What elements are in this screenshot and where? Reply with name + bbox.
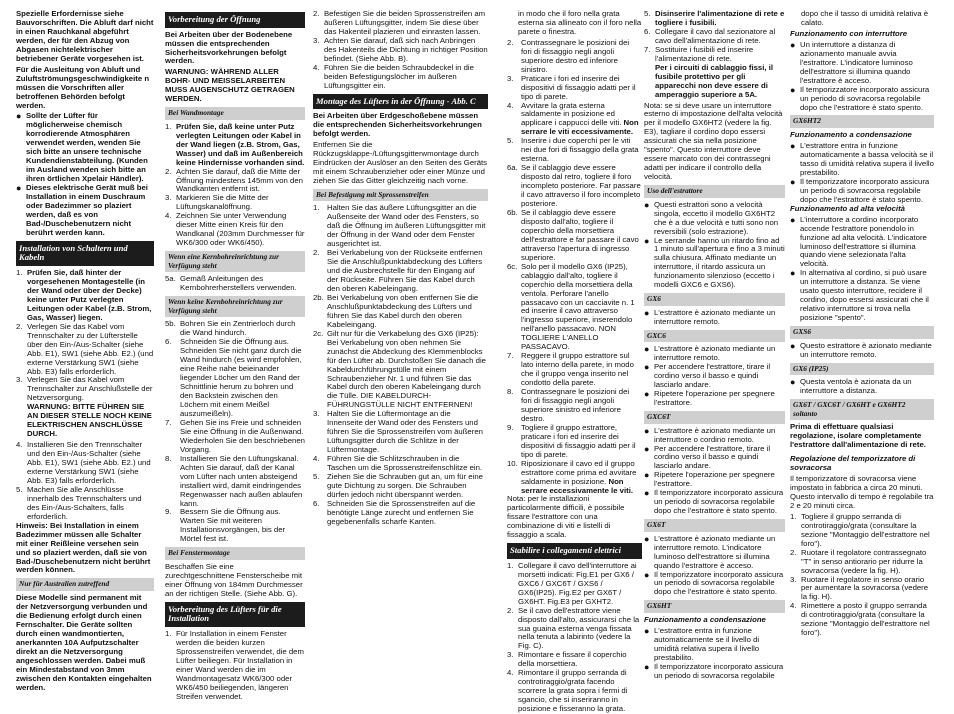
sub-heading: Funzionamento ad alta velocità xyxy=(790,203,905,213)
section-heading: Montage des Lüfters in der Öffnung - Abb. C xyxy=(313,94,488,110)
bullet-icon: ● xyxy=(644,389,650,400)
warning-text: WARNUNG: BITTE FÜHREN SIE AN DIESER STELLE NOCH KEINE ELEKTRISCHEN ANSCHLÜSSE DURCH. xyxy=(27,402,152,439)
step-item: 1. Für Installation in einem Fenster werden die beiden kurzen Sprossenstreifen verwendet, die dem Lüfter beiliegen. Für Installation in einer Wand werden die im Wandmontagesatz WK6/300 oder WK6/450 beiliegenden, längeren Streifen verwendet. xyxy=(165,628,304,701)
column-2 xyxy=(165,10,305,701)
bullet-item: ● In alternativa al cordino, si può usare un interruttore a distanza. Se viene usato questo interruttore, recidere il cordino, dopo essersi assicurati che il relativo interruttore si trova nella posizione "spento". xyxy=(790,268,929,323)
subsection-heading: Nur für Australien zutreffend xyxy=(16,578,154,591)
sub-heading: Funzionamento a condensazione xyxy=(790,130,912,140)
bullet-icon: ● xyxy=(644,661,650,672)
bullet-item: ● L'estrattore entra in funzione automaticamente a bassa velocità se il tasso di umidità relativa supera il livello prestabilito. xyxy=(790,141,934,177)
section-heading: Stabilire i collegamenti elettrici xyxy=(507,543,642,559)
section-heading: Installation von Schaltern und Kabeln xyxy=(16,241,154,266)
safety-paragraph: Bei Arbeiten über der Bodenebene müssen die entsprechenden Sicherheitsvorkehrungen befolgt werden. xyxy=(165,29,293,66)
step-item: 7. Gehen Sie ins Freie und schneiden Sie eine Öffnung in die Außenwand. Wiederholen Sie den beschriebenen Vorgang. xyxy=(165,417,305,454)
step-item: 3. Praticare i fori ed inserire dei dispositivi di fissaggio adatti per il tipo di parete. xyxy=(507,73,636,101)
montage-paragraph: Entfernen Sie die Rückzugsklappe-/Lüftungsgitterwmontage durch Eindrücken der Auslöser an den Seiten des Geräts mit einem Schraubenzieher oder einer Münze und ziehen Sie das Gitter gleichzeitig nach vorne. xyxy=(313,140,488,185)
step-item: 6a. Se il cablaggio deve essere disposto dal retro, togliere il foro incompleto posteriore. Far passare il cavo attraverso il foro incompleto posteriore. xyxy=(507,163,641,209)
bullet-item: ● L'estrattore è azionato mediante un interruttore o cordino remoto. xyxy=(644,425,776,444)
model-heading: GX6HT xyxy=(644,600,785,613)
bullet-item: ● Questi estrattori sono a velocità singola, eccetto il modello GX6HT2 che è a due velocità e tutti sono non reversibili (solo estrazione). xyxy=(644,199,779,236)
step-item: 2. Verlegen Sie das Kabel vom Trennschalter zu der Lüfterstelle über den Ein-/Aus-Schalter (siehe Abb. E1), SW1 (siehe Abb. E2.) (und externe Verstärkung SW1 (siehe Abb. E3) falls erforderlich. xyxy=(16,321,154,376)
step-item: 3. Achten Sie darauf, daß sich nach Anbringen des Hakenteils die Dichtung in richtiger Position befindet. (Siehe Abb. B). xyxy=(313,35,488,63)
model-heading: GX6T / GXC6T / GX6HT e GX6HT2 soltanto xyxy=(790,399,934,420)
subsection-heading: Wenn eine Kernbohreinrichtung zur Verfügung steht xyxy=(165,251,305,272)
model-heading: GX6 xyxy=(644,293,785,306)
step-item: 5a. Gemäß Anleitungen des Kernbohrerherstellers verwenden. xyxy=(165,274,297,293)
continued-text: dopo che il tasso di umidità relativa è calato. xyxy=(801,9,929,27)
step-item: 2. Ruotare il regolatore contrassegnato "T" in senso antiorario per ridurre la sovracorsa (vedere la fig. H). xyxy=(790,547,927,575)
bullet-icon: ● xyxy=(790,214,796,225)
step-item: 2. Befestigen Sie die beiden Sprossenstreifen am äußeren Lüftungsgitter, indem Sie diese über das Hakenteil plazieren und einrasten lassen. xyxy=(313,9,486,36)
bullet-icon: ● xyxy=(644,425,650,436)
australia-paragraph: Diese Modelle sind permanent mit der Netzversorgung verbunden und die Bedienung erfolgt durch einen Fernschalter. Die Geräte sollten durch einen wandmontierten, anerkannten 10A Aufputzschalter direkt an die Netzversorgung angeschlossen werden. Dabei muß ein Mindestabstand von 3mm zwischen den Kontakten eingehalten werden. xyxy=(16,593,152,692)
bullet-icon: ● xyxy=(644,443,650,454)
note-text: Nota: se si deve usare un interruttore esterno di impostazione dell'alta velocità per il modello GX6HT2 (vedere la fig. E3), tagliare il cordino dopo essersi assicurati che sia nella posizione "spento". Questo interruttore deve essere marcato con dei contrassegni adatti per indicare il controllo della velocità. xyxy=(644,100,783,182)
subsection-heading: Uso dell'estrattore xyxy=(644,185,785,198)
step-item: 1. Togliere il gruppo serranda di controtiraggio/grata (consultare la sezione "Montaggio dell'estrattore nel foro"). xyxy=(790,511,930,548)
bullet-icon: ● xyxy=(16,183,22,194)
sub-heading: Funzionamento a condensazione xyxy=(644,614,766,624)
bullet-icon: ● xyxy=(644,235,650,246)
step-item: 5. Disinserire l'alimentazione di rete e togliere i fusibili. xyxy=(644,9,785,27)
step-item: 1. Prüfen Sie, daß hinter der vorgesehenen Montagestelle (in der Wand oder über der Decke) keine unter Putz verlegten Leitungen oder Kabel (z.B. Strom, Gas, Wasser) liegen. xyxy=(16,268,152,322)
sub-heading: Funzionamento con interruttore xyxy=(790,28,908,38)
continued-text: in modo che il foro nella grata esterna sia allineato con il foro nella parete o finestra. xyxy=(518,9,642,36)
bullet-icon: ● xyxy=(644,199,650,210)
step-item: 2. Contrassegnare le posizioni dei fori di fissaggio negli angoli superiore destro ed inferiore sinistro. xyxy=(507,37,630,74)
model-heading: GXC6 xyxy=(644,330,785,343)
step-item: 2. Bei Verkabelung von der Rückseite entfernen Sie die Anschlußpunktabdeckung des Lüfters und die Ausbrechstelle für den Eingang auf der Rückseite. Führen Sie das Kabel durch den oberen Kabeleingang. xyxy=(313,248,483,293)
bullet-icon: ● xyxy=(644,362,650,373)
bullet-icon: ● xyxy=(790,268,796,279)
column-1 xyxy=(16,10,154,695)
step-item: 1. Collegare il cavo dell'interruttore ai morsetti indicati: Fig.E1 per GX6 / GXC6 / GXC6T / GXS6 / GX6(IP25). Fig.E2 per GX6T / GX6HT. Fig.E3 per GXHT2. xyxy=(507,560,637,606)
step-item: 5b. Bohren Sie ein Zentrierloch durch die Wand hindurch. xyxy=(165,319,296,338)
bullet-item: ● Ripetere l'operazione per spegnere l'estrattore. xyxy=(644,470,775,489)
bullet-icon: ● xyxy=(790,141,796,152)
subsection-heading: Bei Fenstermontage xyxy=(165,547,305,560)
fuse-warning: Per i circuiti di cablaggio fissi, il fusibile protettivo per gli apparecchi non deve essere di amperaggio superiore a 5A. xyxy=(655,62,774,99)
step-item: 2. Se il cavo dell'estrattore viene disposto dall'alto, assicurarsi che la sua guaina esterna venga fissata nella tenuta a labirinto (vedere la Fig. C). xyxy=(507,605,640,651)
step-item: 3. Markieren Sie die Mitte der Lüftungskanalöffnung. xyxy=(165,193,269,212)
bullet-item: ● Il temporizzatore incorporato assicura un periodo di sovracorsa regolabile dopo che l'estrattore è stato spento. xyxy=(790,84,930,112)
step-item: 9. Bessern Sie die Öffnung aus. Warten Sie mit weiteren Installationsvorgängen, bis der Mörtel fest ist. xyxy=(165,507,286,544)
subsection-heading: Bei Befestigung mit Sprossenstreifen xyxy=(313,189,488,202)
model-heading: GX6HT2 xyxy=(790,115,934,128)
step-item: 7. Reggere il gruppo estrattore sul lato interno della parete, in modo che il gruppo venga inserito nel condotto della parete. xyxy=(507,351,634,388)
step-item: 8. Installieren Sie den Lüftungskanal. Achten Sie darauf, daß der Kanal vom Lüfter nach unten absteigend installiert wird, damit eindringendes Regenwasser nach außen ablaufen kann. xyxy=(165,453,303,508)
step-item: 7. Sostituire i fusibili ed inserire l'alimentazione di rete. xyxy=(644,44,754,63)
section-heading: Vorbereitung der Öffnung xyxy=(165,12,305,28)
bullet-item: ● Per accendere l'estrattore, tirare il cordino verso il basso e quindi lasciarlo andare. xyxy=(644,362,771,390)
bullet-icon: ● xyxy=(16,111,22,122)
step-item: 4. Rimontare il gruppo serranda di controtiraggio/grata facendo scorrere la grata sopra i fermi di sgancio, che si inseriranno in posizione e fisseranno la grata. xyxy=(507,668,628,714)
bullet-item: ● Questa ventola è azionata da un interruttore a distanza. xyxy=(790,377,912,396)
bullet-icon: ● xyxy=(790,340,796,351)
bullet-item: ● Per accendere l'estrattore, tirare il cordino verso il basso e quindi lasciarlo andare. xyxy=(644,443,771,471)
bullet-icon: ● xyxy=(644,569,650,580)
step-item: 3. Halten Sie die Lüftermontage an die Innenseite der Wand oder des Fensters und führen Sie die Sprossenstreifen vom äußeren Lüftungsgitter durch die Schlitze in der Lüftermontage. xyxy=(313,409,483,455)
step-item: 3. Rimontare e fissare il coperchio della morsettiera. xyxy=(507,650,627,669)
bullet-icon: ● xyxy=(644,488,650,499)
note-text: Nota: per le installazioni particolarmente difficili, è possibile fissare l'estrattore con una combinazione di viti e listelli di fissaggio a scala. xyxy=(507,494,625,540)
timer-paragraph: Il temporizzatore di sovracorsa viene impostato in fabbrica a circa 20 minuti. Questo intervallo di tempo è regolabile tra 2 e 20 minuti circa. xyxy=(790,474,934,510)
column-5 xyxy=(644,10,785,681)
bullet-icon: ● xyxy=(790,176,796,187)
step-item: 2b. Bei Verkabelung von oben entfernen Sie die Anschlußpunktabdeckung des Lüfters und führen Sie das Kabel durch den oberen Kabeleingang. xyxy=(313,292,479,329)
bullet-item: ● L'estrattore è azionato mediante un interruttore remoto. xyxy=(644,344,776,363)
bullet-item: ● Questo estrattore è azionato mediante un interruttore remoto. xyxy=(790,340,932,359)
step-item: 2c. Gilt nur für die Verkabelung des GX6 (IP25): Bei Verkabelung von oben nehmen Sie zunächst die Abdeckung des Klemmenblocks für den Lüfter ab. Durchstoßen Sie danach die Kabeldurchführungstülle mit einem Schraubenzieher Nr. 1 und führen Sie das Kabel durch den oberen Kabeleingang durch die Tülle. DIE KABELDURCH-FÜHRUNGSTÜLLE NICHT ENTFERNEN! xyxy=(313,328,486,410)
bullet-item: ● Il temporizzatore incorporato assicura un periodo di sovracorsa regolabile dopo che l'estrattore è stato spento. xyxy=(790,176,930,204)
bullet-item: ● Le serrande hanno un ritardo fino ad 1 minuto sull'apertura e fino a 3 minuti sulla chiusura. Affinato mediante un interruttore, il ritardo assicura un funzionamento silenzioso (eccetto i modelli GXC6 e GXS6). xyxy=(644,235,785,290)
model-heading: GXC6T xyxy=(644,411,785,424)
column-6 xyxy=(790,10,934,638)
step-item: 8. Contrassegnare le posizioni dei fori di fissaggio negli angoli superiore sinistro ed inferiore destro. xyxy=(507,387,630,423)
step-item: 4. Zeichnen Sie unter Verwendung dieser Mitte einen Kreis für den Wandkanal (203mm Durchmesser für WK6/300 oder WK6/450). xyxy=(165,211,305,248)
step-item: 1. Halten Sie das äußere Lüftungsgitter an die Außenseite der Wand oder des Fensters, so daß die Öffnung im äußeren Lüftungsgitter mit der Öffnung in der Wand oder dem Fenster ausgerichtet ist. xyxy=(313,203,486,249)
bullet-item: ● L'estrattore è azionato mediante un interruttore remoto. xyxy=(644,307,776,326)
step-item: 4. Installieren Sie den Trennschalter und den Ein-/Aus-Schalter (siehe Abb. E1), SW1 (siehe Abb. E2.) und externe Verstärkung SW1 (siehe Abb. E3) falls erforderlich. xyxy=(16,440,151,485)
bullet-item: ● L'interruttore a cordino incorporato accende l'estrattore ponendolo in funzione ad alta velocità. L'indicatore luminoso dell'estrattore si illumina quando viene selezionata l'alta velocità. xyxy=(790,214,927,269)
subsection-heading: Bei Wandmontage xyxy=(165,107,305,120)
step-item: 4. Avvitare la grata esterna saldamente in posizione ed applicare i cappucci delle viti. Non serrare le viti eccessivamente. xyxy=(507,100,639,137)
model-heading: GX6 (IP25) xyxy=(790,363,934,376)
model-heading: GXS6 xyxy=(790,326,934,339)
subsection-heading: Wenn keine Kernbohreinrichtung zur Verfügung steht xyxy=(165,296,305,317)
note-text: Hinweis: Bei Installation in einem Badezimmer müssen alle Schalter mit einer Reißleine versehen sein und so plaziert werden, daß sie von Bad-/Duschebenutzern nicht berührt werden können. xyxy=(16,520,151,575)
bullet-icon: ● xyxy=(644,625,650,636)
isolation-warning: Prima di effettuare qualsiasi regolazione, isolare completamente l'estrattore dall'alimentazione di rete. xyxy=(790,422,926,450)
bullet-icon: ● xyxy=(644,344,650,355)
step-item: 2. Achten Sie darauf, daß die Mitte der Öffnung mindestens 145mm von den Wandkanten entfernt ist. xyxy=(165,166,303,194)
intro-paragraph-2: Für die Ausleitung von Abluft und Zuluftströmungsgeschwindigkeite n müssen die Vorschriften aller betroffenen Behörden befolgt werden. xyxy=(16,64,150,110)
step-item: 1. Prüfen Sie, daß keine unter Putz verlegten Leitungen oder Kabel in der Wand liegen (z.B. Strom, Gas, Wasser) und daß im Außenbereich keine Hindernisse vorhanden sind. xyxy=(165,121,305,167)
bullet-icon: ● xyxy=(644,470,650,481)
bullet-item: ● L'estrattore entra in funzione automaticamente se il livello di umidità relativa supera il livello prestabilito. xyxy=(644,625,760,662)
step-item: 5. Machen Sie alle Anschlüsse innerhalb des Trennschalters und des Ein-/Aus-Schalters, falls erforderlich. xyxy=(16,484,142,521)
bullet-item: ● Il temporizzatore incorporato assicura un periodo di sovracorsa regolabile xyxy=(644,661,784,680)
bullet-item: ● Un interruttore a distanza di azionamento manuale avvia l'estrattore. L'indicatore luminoso dell'estrattore si illumina quando l'estrattore è acceso. xyxy=(790,39,913,85)
step-item: 6b. Se il cablaggio deve essere disposto dall'alto, togliere il coperchio della morsettiera dell'estrattore e far passare il cavo attraverso l'apertura di ingresso superiore. xyxy=(507,207,639,262)
intro-paragraph: Spezielle Erfordernisse siehe Bauvorschriften. Die Abluft darf nicht in einen Rauchkanal abgeführt werden, der für den Abzug von Abgasen nichtelektrischer betriebener Geräte vorgesehen ist. xyxy=(16,9,154,63)
step-item: 6c. Solo per il modello GX6 (IP25), cablaggio dall'alto, togliere il coperchio della morsettiera della ventola. Perforare l'anello passacavo con un cacciavite n. 1 ed inserire il cavo attraverso l'ingresso superiore, inserendolo nell'anello passacavo. NON TOGLIERE L'ANELLO PASSACAVO. xyxy=(507,261,635,352)
step-item: 6. Schneiden Sie die Öffnung aus. Schneiden Sie nicht ganz durch die Wand hindurch (es wird empfohlen, eine Reihe nahe beieinander liegender Löcher um den Rand der Schnittlinie herum zu bohren und den Backstein zwischen den Löchern mit einem Meißel auszumeißeln). xyxy=(165,337,302,418)
bullet-item: ● Ripetere l'operazione per spegnere l'estrattore. xyxy=(644,389,775,408)
bullet-item: ● Il temporizzatore incorporato assicura un periodo di sovracorsa regolabile dopo che l'estrattore è stato spento. xyxy=(644,569,784,597)
step-item: 6. Schneiden Sie die Sprossenstreifen auf die benötigte Länge zurecht und entfernen Sie gegebenenfalls scharfe Kanten. xyxy=(313,498,476,526)
bullet-item: ● Il temporizzatore incorporato assicura un periodo di sovracorsa regolabile dopo che l'estrattore è stato spento. xyxy=(644,488,784,516)
step-item: 4. Rimettere a posto il gruppo serranda di controtiraggio/grata (consultare la sezione "Montaggio dell'estrattore nel foro"). xyxy=(790,601,930,638)
column-3 xyxy=(313,10,488,527)
bullet-icon: ● xyxy=(644,533,650,544)
bullet-icon: ● xyxy=(790,39,796,50)
bullet-icon: ● xyxy=(790,377,796,388)
sub-heading: Regolazione del temporizzatore di sovracorsa xyxy=(790,454,916,473)
bullet-icon: ● xyxy=(790,84,796,95)
model-heading: GX6T xyxy=(644,519,785,532)
step-item: 10. Riposizionare il cavo ed il gruppo estrattore come prima ed avvitare saldamente in posizione. Non serrare eccessivamente le viti. xyxy=(507,458,637,495)
step-item: 3. Verlegen Sie das Kabel vom Trennschalter zur Anschlußstelle der Netzversorgung. xyxy=(16,375,153,403)
step-item: 6. Collegare il cavo dal sezionatore al cavo dell'alimentazione di rete. xyxy=(644,26,776,45)
step-item: 4. Führen Sie die Schlitzschrauben in die Taschen um die Sprossenstreifenschlitze ein. xyxy=(313,454,483,473)
safety-paragraph: Bei Arbeiten über Erdgeschoßebene müssen die entsprechenden Sicherheitsvorkehrungen befolgt werden. xyxy=(313,111,482,139)
bullet-item: ● L'estrattore è azionato mediante un interruttore remoto. L'indicatore luminoso dell'estrattore si illumina quando l'estrattore è acceso. xyxy=(644,533,776,570)
window-paragraph: Beschaffen Sie eine zurechtgeschnittene Fensterscheibe mit einer Öffnung von 184mm Durchmesser an der richtigen Stelle. (Siehe Abb. G). xyxy=(165,561,303,598)
bullet-item: ● Dieses elektrische Gerät muß bei Installation in einem Duschraum oder Badezimmer so plaziert werden, daß es von Bad-/Duschebenutzern nicht berührt werden kann. xyxy=(16,183,148,237)
bullet-icon: ● xyxy=(644,307,650,318)
step-item: 5. Ziehen Sie die Schrauben gut an, um für eine gute Dichtung zu sorgen. Die Schrauben dürfen jedoch nicht überspannt werden. xyxy=(313,471,483,499)
step-item: 5. Inserire i due coperchi per le viti nei due fori di fissaggio della grata esterna. xyxy=(507,136,639,164)
section-heading: Vorbereitung des Lüfters für die Installation xyxy=(165,602,305,627)
warning-text: WARNUNG: WÄHREND ALLER BOHR- UND MEISSELARBEITEN MUSS AUGENSCHUTZ GETRAGEN WERDEN. xyxy=(165,67,295,104)
step-item: 9. Togliere il gruppo estrattore, praticare i fori ed inserire dei dispositivi di fissaggio adatti per il tipo di parete. xyxy=(507,422,636,459)
column-4 xyxy=(507,10,642,714)
step-item: 3. Ruotare il regolatore in senso orario per aumentare la sovracorsa (vedere la fig. H). xyxy=(790,574,929,602)
bullet-item: ● Sollte der Lüfter für möglicherweise chemisch korrodierende Atmosphären verwendet werden, wenden Sie sich bitte an unsere technische Kundendienstabteilung. (Kunden im Ausland wenden sich bitte an ihren örtlichen Xpelair Händler). xyxy=(16,111,148,184)
step-item: 4. Führen Sie die beiden Schraubdeckel in die beiden Befestigungslöcher im äußeren Lüftungsgitter ein. xyxy=(313,62,474,90)
